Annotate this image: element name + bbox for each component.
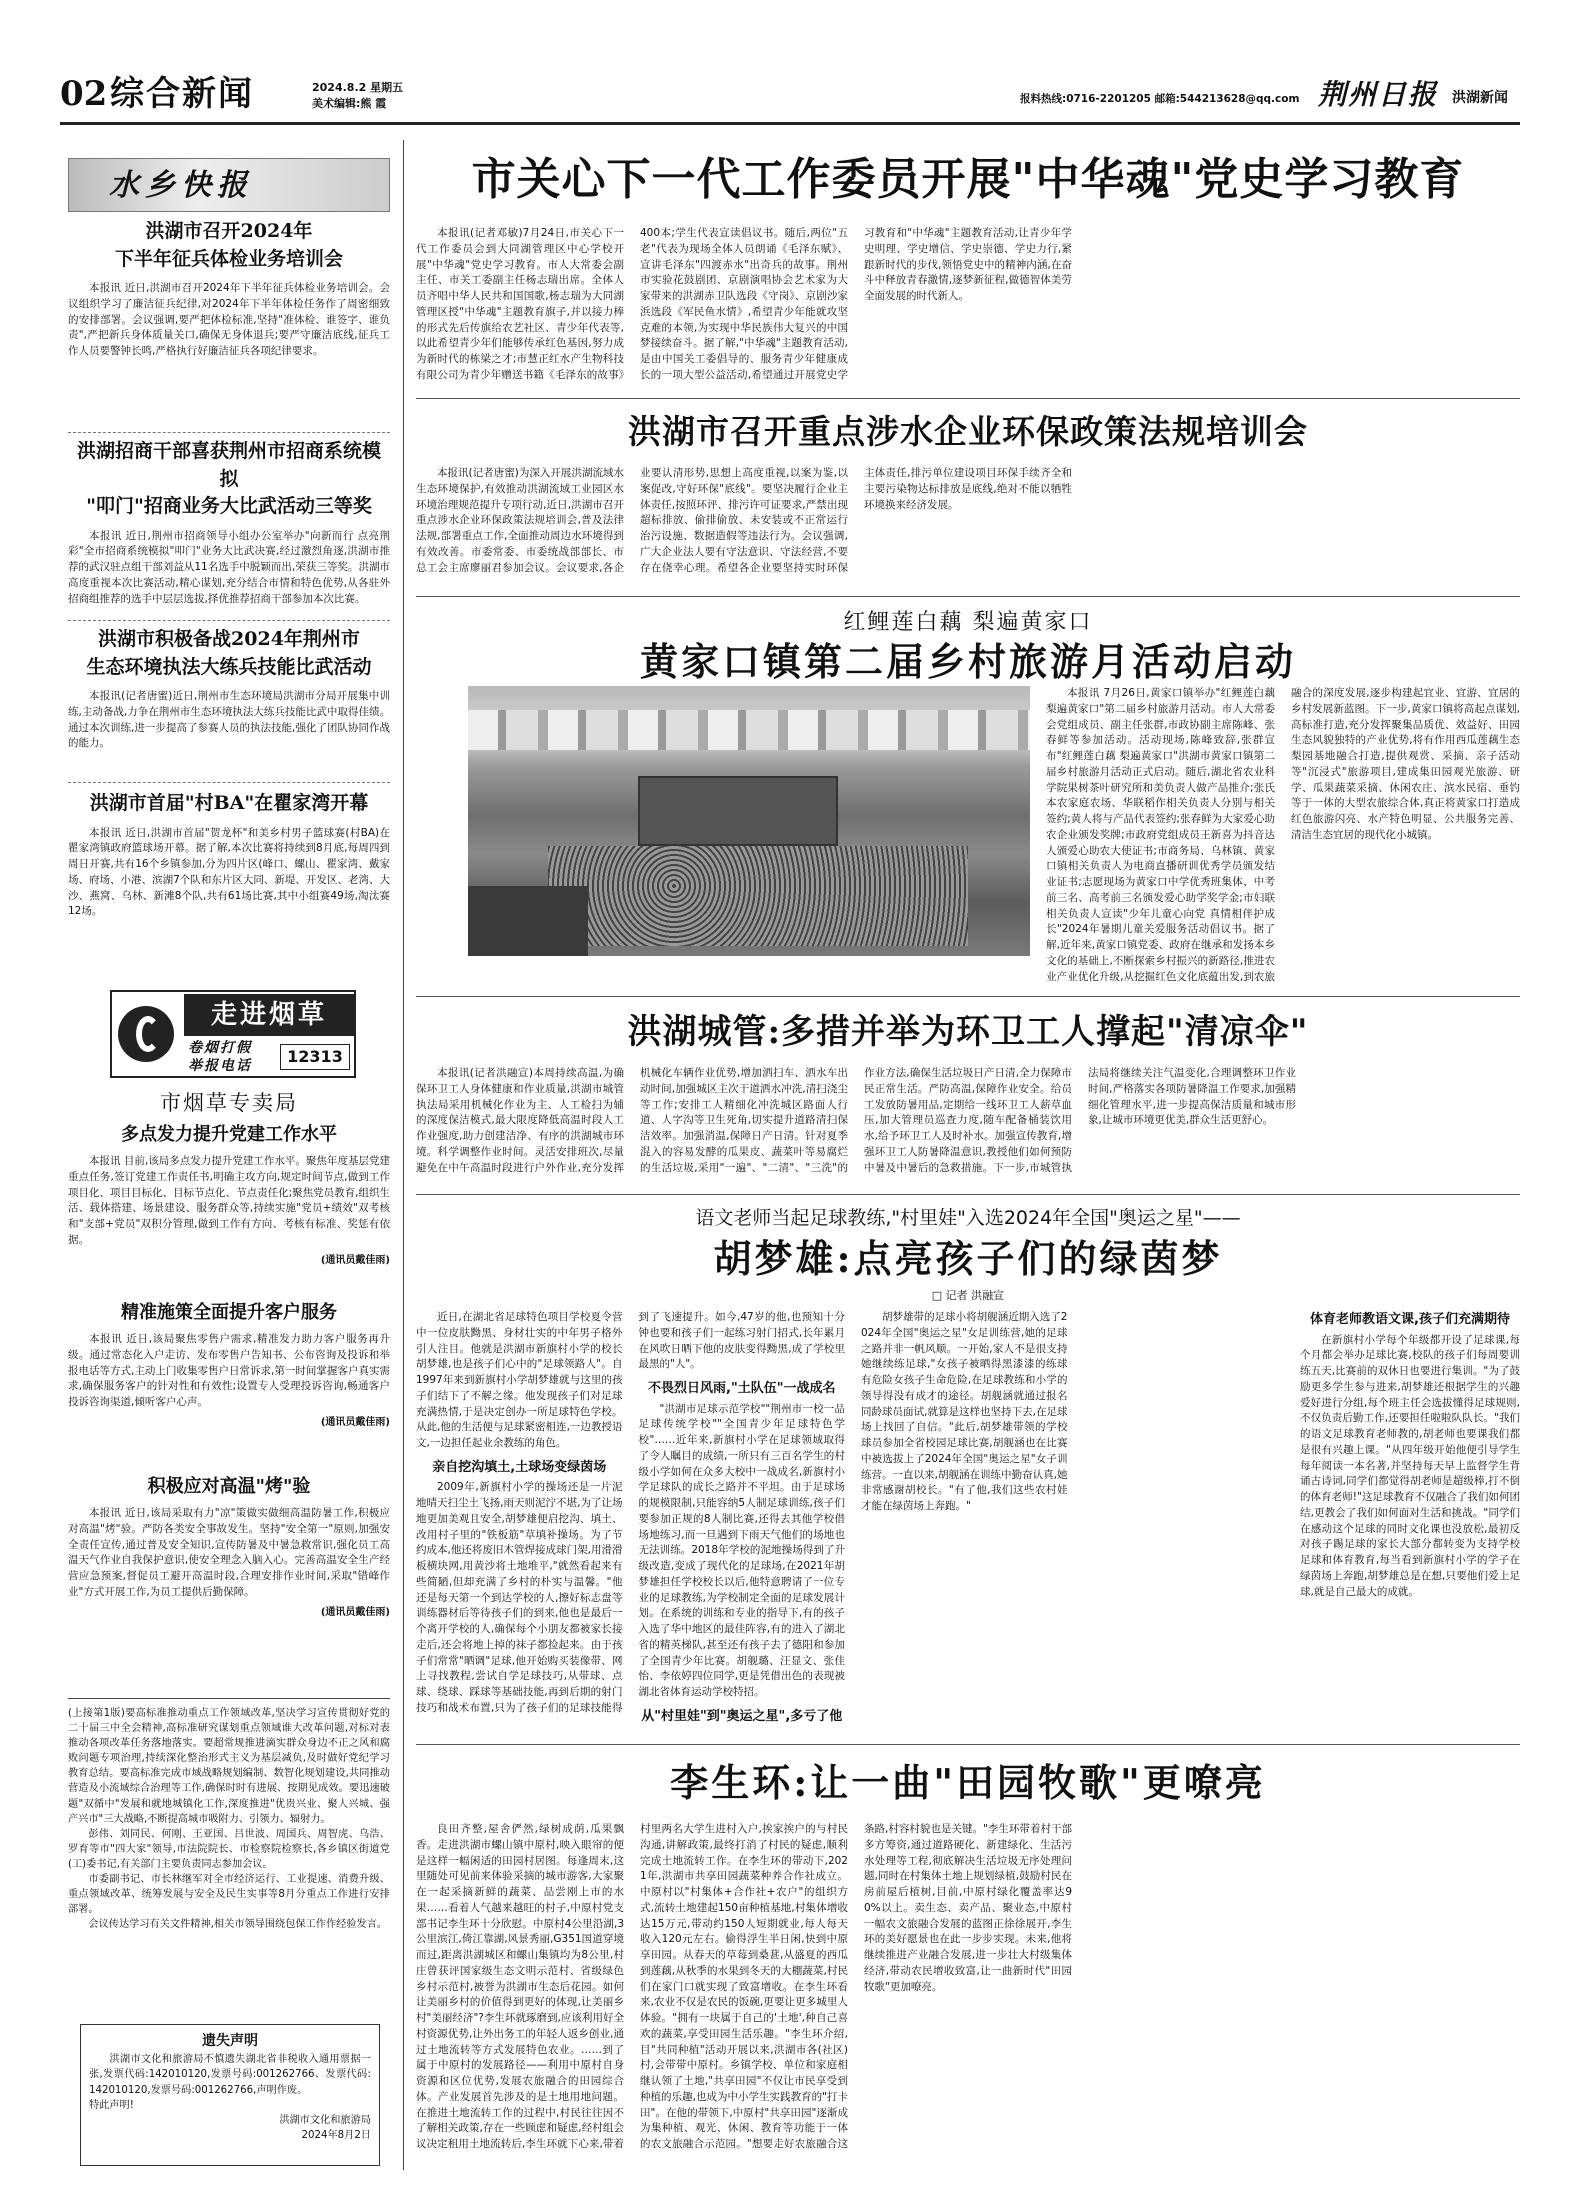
article6-text: 良田齐整,屋舍俨然,绿树成荫,瓜果飘香。走进洪湖市螺山镇中原村,映入眼帘的便是这样一幅闲适的田园村居图。每逢周末,这里随处可见前来体验采摘的城市游客,大家聚在一起采摘新鲜的蔬菜、品尝刚上市的水果……看着人气越来越旺的村子,中原村党支部书记李生环十分欣慰。中原村4公里沿湖,3公里滨江,倚江靠湖,风景秀丽,G351国道穿境而过,距离洪湖城区和螺山集镇均为8公里,村庄曾获评国家级生态文明示范村、省级绿色乡村示范村,被誉为洪湖市生态后花园。如何让美丽乡村的价值得到更好的体现,让美丽乡村"美丽经济"?李生环就琢磨到,应该利用好全村资源优势,让外出务工的年轻人返乡创业,通过土地流转等方式发展特色农业。……到了属于中原村的发展路径——利用中原村自身资源和区位优势,发展农旅融合的田园综合体。产业发展首先涉及的是土地用地问题。在推进土地流转工作的过程中,村民往往因不了解相关政策,存在一些顾虑和疑虑,经村组会议决定租用土地流转后,李生环就下心来,带着村里两名大学生进村入户,挨家挨户的与村民沟通,讲解政策,最终打消了村民的疑虑,顺利完成土地流转工作。在李生环的带动下,2021年,洪湖市共享田园蔬菜种养合作社成立。中原村以"村集体+合作社+农户"的组织方式,流转土地建起150亩种植基地,村集体增收达15万元,带动约150人短期就业,每人每天收入120元左右。偷得浮生半日闲,快到中原享田园。从春天的草莓到桑葚,从盛夏的西瓜到莲藕,从秋季的水果到冬天的大棚蔬菜,村民们在家门口就实现了致富增收。在李生环看来,农业不仅是农民的饭碗,更要让更多城里人体验。"拥有一块属于自己的'土地',种自己喜欢的蔬菜,享受田园生活乐趣。"李生环介绍,目"共同种植"活动开展以来,洪湖市各(社区)村,会带带中原村。乡镇学校、单位和家庭相继认领了土地,"共享田园"不仅让市民享受到种植的乐趣,也成为中小学生实践教育的"打卡田"。在他的带领下,中原村"共享田园"逐渐成为集种植、观光、休闲、教育等功能于一体的农文旅融合示范园。"想要走好农旅融合这条路,村容村貌也是关键。"李生环带着村干部多方筹资,通过道路硬化、新建绿化、生活污水处理等工程,彻底解决生活垃圾无序处理问题,同时在村集体土地上规划绿植,鼓励村民在房前屋后植树,目前,中原村绿化覆盖率达90%以上。卖生态、卖产品、聚业态,中原村一幅农文旅融合发展的蓝图正徐徐展开,李生环的美好愿景也在此一步步实现。未来,他将继续推进产业融合发展,进一步壮大村级集体经济,带动农民增收致富,让一曲新时代"田园牧歌"更加嘹亮。 [416, 1823, 1072, 2150]
tobacco-banner-line2: 举报电话 [188, 1058, 252, 1074]
page-number: 02 [60, 74, 108, 114]
tobacco-banner-line1: 卷烟打假 [188, 1040, 252, 1056]
article-divider [416, 596, 1520, 597]
continued-body-3: 市委副书记、市长林继军对全市经济运行、工业提速、消费升级、重点领域改革、统筹发展与安全及民生实事等8月分重点工作进行安排部署。 [68, 1874, 390, 1916]
article-divider [416, 1194, 1520, 1195]
continued-body-4: 会议传达学习有关文件精神,相关市领导围绕包保工作作经验发言。 [88, 1919, 388, 1931]
tobacco-logo-icon [118, 1006, 174, 1062]
article3-kicker: 红鲤莲白藕 梨遍黄家口 [843, 610, 1093, 635]
continued-article [68, 1706, 390, 2016]
sidebar-banner-title: 水乡快报 [109, 168, 253, 203]
article5-kicker: 语文老师当起足球教练,"村里娃"入选2024年全国"奥运之星"—— [695, 1207, 1241, 1229]
sidebar-brief-1 [68, 218, 390, 440]
article3-title: 黄家口镇第二届乡村旅游月活动启动 [639, 639, 1296, 684]
article5-text-b: 2009年,新旗村小学的操场还是一片泥地晴天扫尘土飞扬,雨天则泥泞不堪,为了让场地更加美观且安全,胡梦雄便启挖沟、填土、改用村子里的"铁板筋"草填补操场。为了节约成本,他还将废旧木管焊接成球门架,用滑滑板横块网,用黄沙将土地堆平,"就然看起来有些简陋,但却充满了乡村的朴实与温馨。"他还是每天第一个到达学校的人,擦好标志盘等训练器材后等待孩子们的到来,他也是最后一个离开学校的人,确保每个小朋友都被家长接走后,还会将地上掉的袜子都捡起来。由于孩子们常常"晒调"足球,他开始购买装像带、网上寻找教程,尝试自学足球技巧,从带球、点球、绕球、踩球等基础技能,再到后期的射门技巧和战术布置,只为了孩子们的足球技能得到了飞速提升。如今,47岁的他,也预知十分钟也要和孩子们一起练习射门招式,长年累月在风吹日晒下他的皮肤变得黝黑,成了学校里最黑的"人"。 [416, 1311, 845, 1714]
article5-text-d: 胡梦雄带的足球小将胡舰涵近期入选了2024年全国"奥运之星"女足训练营,她的足球之路并非一帆风顺。一开始,家人不是很支持她继续练足球,"女孩子被晒得黑漆漆的练球有危险女孩子生命危险,在足球教练和小学的领导得没有成才的途径。胡舰涵就通过报名同龄球员面试,就算是这样也坚持下去,在足球场上找回了自信。"此后,胡梦雄带领的学校球员参加全省校园足球比赛,胡舰涵也在比赛中被选拔上了2024年全国"奥运之星"女子训练营。一直以来,胡舰涵在训练中勤奋认真,她非常感谢胡校长。"有了他,我们这些农村娃才能在绿茵场上奔跑。" [861, 1311, 1068, 1512]
article1-body [416, 226, 1520, 392]
column-divider [403, 140, 404, 2170]
tobacco-banner-title: 走进烟草 [184, 994, 354, 1036]
edition-name: 洪湖新闻 [1452, 90, 1508, 106]
newspaper-logo: 荆州日报 [1318, 78, 1439, 111]
header-rule [60, 122, 1520, 125]
tobacco-item-title: 积极应对高温"烤"验 [147, 1476, 311, 1497]
article5-subhead-4: 体育老师教语文课,孩子们充满期待 [1310, 1312, 1510, 1327]
article5-subhead-1: 亲自挖沟填土,土球场变绿茵场 [432, 1459, 607, 1475]
sidebar-brief-3 [68, 626, 390, 776]
divider [68, 782, 390, 783]
article6-body [416, 1822, 1520, 2168]
article-divider [416, 398, 1520, 399]
article3-text: 本报讯 7月26日,黄家口镇举办"红鲤莲白藕 梨遍黄家口"第二届乡村旅游月活动。市人大常委会党组成员、副主任张群,市政协副主席陈峰、张春鲜等参加活动。活动现场,陈峰致辞,张群宣布"红鲤莲白藕 梨遍黄家口"洪湖市黄家口镇第二届乡村旅游月活动正式启动。随后,湖北省农业科学院果树茶叶研究所和美负责人做产品推介;张氏本农家庭农场、华联稻作相关负责人分别与相关签约;黄人将与产品代表签约;张春鲜为大家爱心助农企业颁发奖牌;市政府党组成员王新喜为抖音达人颁爱心助农大使证书;市商务局、乌林镇、黄家口镇相关负责人为电商直播研训优秀学员颁发结业证书;志愿现场为黄家口中学优秀班集体、中考前三名、高考前三名颁发爱心助学奖学金;市妇联相关负责人宣读"少年儿童心向党 真情相伴护成长"2024年暑期儿童关爱服务活动倡议书。据了解,近年来,黄家口镇党委、政府在继承和发扬本乡文化的基础上,不断探索乡村振兴的新路径,推进农业产业优化升级,从挖掘红色文化底蕴出发,到农旅融合的深度发展,逐步构建起宜业、宜游、宜居的乡村发展新蓝图。下一步,黄家口镇将高起点谋划,高标准打造,充分发挥聚集品质优、效益好、田园生态风貌独特的产业优势,将有作用西瓜莲藕生态梨园基地融合打造,提供观赏、采摘、亲子活动等"沉浸式"旅游项目,建成集田园观光旅游、研学、瓜果蔬菜采摘、休闲农庄、滨水民宿、垂钓等于一体的大型农旅综合体,真正将黄家口打造成红色旅游闪亮、水产特色明显、公共服务完善、清洁生态宜居的现代化小城镇。 [1046, 687, 1520, 983]
tobacco-item-credit: (通讯员戴佳雨) [320, 1416, 390, 1428]
article5-sidebox [1300, 1310, 1520, 1730]
article4-body [416, 1066, 1520, 1184]
article2-body [416, 466, 1520, 584]
tobacco-item-credit: (通讯员戴佳雨) [320, 1254, 390, 1266]
article2-title: 洪湖市召开重点涉水企业环保政策法规培训会 [628, 412, 1308, 451]
art-editor: 美术编辑:熊 霞 [312, 97, 387, 110]
tobacco-item-title: 精准施策全面提升客户服务 [121, 1302, 337, 1323]
article6-title: 李生环:让一曲"田园牧歌"更嘹亮 [670, 1760, 1266, 1805]
article1-title: 市关心下一代工作委员开展"中华魂"党史学习教育 [471, 154, 1465, 205]
brief-body: 本报讯 近日,荆州市招商领导小组办公室举办"向新而行 点亮荆彩"全市招商系统模拟"叩门"业务大比武决赛,经过激烈角逐,洪湖市推荐的武汉驻点组干部刘益从11名选手中脱颖而出,荣获三等奖。洪湖市高度重视本次比赛活动,精心谋划,充分结合市情和特色优势,从各驻外招商组推荐的选手中层层选拔,择优推荐招商干部参加本次比赛。 [68, 529, 390, 605]
tobacco-item-3 [68, 1474, 390, 1694]
article5-text-a: 近日,在湖北省足球特色项目学校夏令营中一位皮肤黝黑、身材壮实的中年男子格外引人注目。他就是洪湖市新旗村小学的校长胡梦雄,也是孩子们心中的"足球领路人"。自1997年来到新旗村小学胡梦雄就与这里的孩子们结下了不解之缘。他发现孩子们对足球充满热情,于是决定创办一所足球特色学校。从此,他的生活便与足球紧密相连,一边教授语文,一边担任起业余教练的角色。 [416, 1311, 623, 1449]
tobacco-item-body: 本报讯 近日,该局采取有力"凉"策做实做细高温防暑工作,积极应对高温"烤"验。严防各类安全事故发生。坚持"安全第一"原则,加强安全责任宣传,通过普及安全知识,宣传防暑及中暑急救常识,强化员工高温天气作业自我保护意识,使安全理念入脑入心。完善高温安全生产经营应急预案,督促员工避开高温时段,合理安排作业时间,采取"错峰作业"方式开展工作,为员工提供后勤保障。 [68, 1507, 390, 1598]
divider [68, 620, 390, 621]
sidebar-brief-4 [68, 790, 390, 958]
sidebar-rule [68, 1698, 390, 1699]
tobacco-item-title: 多点发力提升党建工作水平 [121, 1124, 337, 1145]
festival-crowd-photo [468, 686, 1030, 956]
brief-body: 本报讯 近日,洪湖市召开2024年下半年征兵体检业务培训会。会议组织学习了廉洁征兵纪律,对2024年下半年体检任务作了周密细致的安排部署。会议强调,要严把体检标准,坚持"准体检、谁签字、谁负责",严把新兵身体质量关口,确保无身体退兵;要严守廉洁底线,征兵工作人员要警钟长鸣,严格执行好廉洁征兵各项纪律要求。 [68, 282, 390, 358]
brief-title: 洪湖市积极备战2024年荆州市 生态环境执法大练兵技能比武活动 [86, 628, 372, 678]
article5-body [416, 1310, 1290, 1730]
tobacco-item-2 [68, 1300, 390, 1500]
notice-date: 2024年8月2日 [301, 2130, 371, 2142]
notice-signer: 洪湖市文化和旅游局 [279, 2115, 371, 2127]
brief-body: 本报讯 近日,洪湖市首届"贺龙杯"和美乡村男子篮球赛(村BA)在瞿家湾镇政府篮球场开幕。据了解,本次比赛将持续到8月底,每周四到周日开赛,共有16个乡镇参加,分为四片区(峰口、螺山、瞿家湾、戴家场、府场、小港、滨湖7个队和东片区大同、新堤、开发区、老湾、大沙、燕窝、乌林、新滩8个队,共有61场比赛,其中小组赛49场,淘汰赛12场。 [68, 826, 390, 918]
continued-body-2: 彭伟、刘同民、何刚、王亚国、吕世波、周国兵、周智虎、乌浩、罗育等市"四大家"领导,市法院院长、市检察院检察长,各乡镇区街道党(工)委书记,有关部门主要负责同志参加会议。 [68, 1828, 390, 1870]
article2-text: 本报讯(记者唐蜜)为深入开展洪湖流域水生态环境保护,有效推动洪湖流域工业园区水环境治理规范提升专项行动,近日,洪湖市召开重点涉水企业环保政策法规培训会,普及法律法规,部署重点工作,全面推动周边水环境得到有效改善。市委常委、市委统战部部长、市总工会主席廖丽君参加会议。会议要求,各企业要认清形势,思想上高度重视,以案为鉴,以案促改,守好环保"底线"。要坚决履行企业主体责任,按照环评、排污许可证要求,严禁出现超标排放、偷排偷放、未安装或不正常运行治污设施、数据造假等违法行为。会议强调,广大企业法人要有守法意识、守法经营,不要存在侥幸心理。希望各企业要坚持实时环保主体责任,排污单位建设项目环保手续齐全和主要污染物达标排放是底线,绝对不能以牺牲环境换来经济发展。 [416, 467, 1072, 574]
page-header [60, 72, 1520, 120]
notice-body: 洪湖市文化和旅游局不慎遗失湖北省非税收入通用票据一张,发票代码:142010120,发票号码:001262766、发票代码:142010120,发票号码:001262766,声明作废。 特此声明! [89, 2054, 371, 2111]
tobacco-item-body: 本报讯 近日,该局聚焦零售户需求,精准发力助力客户服务再升级。通过常态化入户走访、发布零售户告知书、公布咨询及投诉和举报电话等方式,主动上门收集零售户日常诉求,第一时间掌握客户真实需求,确保服务客户的针对性和有效性;设置专人受理投诉咨询,畅通客户投诉咨询渠道,倾听客户心声。 [68, 1333, 390, 1409]
notice-title: 遗失声明 [202, 2033, 258, 2049]
section-title: 综合新闻 [110, 74, 254, 114]
issue-date: 2024.8.2 星期五 [312, 81, 404, 94]
continued-body: (上接第1版)要高标准推动重点工作领域改革,坚决学习宣传贯彻好党的二十届三中全会精神,高标准研究谋划重点领域谁大改革问题,对标对表推动各项改革任务落地落实。要超常规推进滴实群众身边不正之风和腐败问题专项治理,持续深化整治形式主义为基层减负,及时做好党纪学习教育总结。要高标准完成市域战略规划编制、数智化规划建设,共同推动营造及小流域综合治理等工作,确保时时有进展、按期见成效。要迅速破题"双循中"发展和就地城镇化工作,深度推进"优贵兴业、聚人兴城、强产兴市"三大战略,不断提高城市吸附力、引领力、辐射力。 [68, 1708, 390, 1825]
article-divider [416, 996, 1520, 997]
article5-text-e: 在新旗村小学每个年级都开设了足球课,每个月都会举办足球比赛,校队的孩子们每周要训练五天,比赛前的双休日也要进行集训。"为了鼓励更多学生参与进来,胡梦雄还根据学生的兴趣爱好进行分组,每个班主任会选拔懂得足球规则,不仅负责后勤工作,还要担任啦啦队队长。"我们的语文足球教育老师教的,胡老师也要课我们都是很有兴趣上课。"从四年级开始他便引导学生每年阅读一本名著,并坚持每天早上监督学生背诵古诗词,同学们都觉得胡老师是超级棒,打不倒的体育老师!"这足球教育不仅融合了我们如何团结,更教会了我们如何面对生活和挑战。"同学们在感动这个足球的同时文化课也没放松,最初反对孩子踢足球的家长大部分都转变为支持学校足球和体育教育,每当看到新旗村小学的学子在绿茵场上奔跑,胡梦雄总是在想,只要他们爱上足球,就是自己最大的成就。 [1300, 1333, 1520, 1598]
brief-title: 洪湖市首届"村BA"在瞿家湾开幕 [89, 792, 369, 814]
article4-text: 本报讯(记者洪融宣)本周持续高温,为确保环卫工人身体健康和作业质量,洪湖市城管执法局采用机械化作业为主、人工检扫为辅的深度保洁模式,最大限度降低高温时段人工作业强度,助力创建洁净、有序的洪湖城市环境。科学调整作业时间。灵活安排班次,尽量避免在中午高温时段进行户外作业,充分发挥机械化车辆作业优势,增加洒扫车、洒水车出动时间,加强城区主次干道洒水冲洗,清扫浇尘等工作;安排工人精细化冲洗城区路面人行道、人字沟等卫生死角,切实提升道路清扫保洁效率。加强消温,保障日产日清。针对夏季混入的容易发酵的瓜果皮、蔬菜叶等易腐烂的生活垃圾,采用"一遍"、"二清"、"三洗"的作业方法,确保生活垃圾日产日清,全力保障市民正常生活。严防高温,保障作业安全。给员工发放防暑用品,定期给一线环卫工人薪草血压,加大管理员巡查力度,随车配备桶装饮用水,给予环卫工人及时补水。加强宣传教育,增强环卫工人防暑降温意识,教授他们如何预防中暑及中暑后的急救措施。下一步,市城管执法局将继续关注气温变化,合理调整环卫作业时间,严格落实各项防暑降温工作要求,加强精细化管理水平,进一步提高保洁质量和城市形象,让城市环境更优美,群众生活更舒心。 [416, 1067, 1296, 1174]
tobacco-org: 市烟草专卖局 [160, 1091, 298, 1115]
article5-title: 胡梦雄:点亮孩子们的绿茵梦 [713, 1236, 1223, 1281]
article5-subhead-3: 从"村里娃"到"奥运之星",多亏了他 [641, 1708, 843, 1724]
sidebar-banner [68, 158, 390, 212]
hotline: 报料热线:0716-2201205 邮箱:544213628@qq.com [1020, 93, 1300, 105]
article4-title: 洪湖城管:多措并举为环卫工人撑起"清凉伞" [627, 1012, 1309, 1052]
divider [68, 432, 390, 433]
lost-notice [80, 2024, 380, 2166]
article5-subhead-2: 不畏烈日风雨,"土队伍"一战成名 [648, 1381, 836, 1396]
tobacco-item-body: 本报讯 目前,该局多点发力提升党建工作水平。聚焦年度基层党建重点任务,签订党建工作责任书,明确主攻方向,规定时间节点,做到工作项目化、项目目标化、目标节点化、节点责任化;聚焦党员教育,组织生活、载体搭建、场景建设、服务群众等,持续实施"党员+绩效"双考核和"支部+党员"双积分管理,做到工作有方向、考核有标准、奖惩有依据。 [68, 1155, 390, 1246]
tobacco-banner [110, 990, 356, 1078]
tobacco-item-credit: (通讯员戴佳雨) [320, 1606, 390, 1618]
brief-title: 洪湖招商干部喜获荆州市招商系统模拟 "叩门"招商业务大比武活动三等奖 [76, 440, 381, 518]
article5-byline: □ 记者 洪融宣 [931, 1289, 1005, 1302]
brief-title: 洪湖市召开2024年 下半年征兵体检业务培训会 [114, 220, 343, 270]
tobacco-hotline: 12313 [280, 1044, 350, 1070]
article3-body [1046, 686, 1520, 992]
article1-text: 本报讯(记者邓敏)7月24日,市关心下一代工作委员会到大同湖管理区中心学校开展"中华魂"党史学习教育。市人大常委会副主任、市关工委副主任杨志瑞出席。全体人员齐唱中华人民共和国国歌,杨志瑞为大同湖管理区授"中华魂"主题教育旗子,并以接力棒的形式先后传旗给农艺社区、青少年代表等,以此希望青少年们能够传承红色基因,努力成为新时代的栋梁之才;市慧正红水产生物科技有限公司为青少年赠送书籍《毛泽东的故事》400本;学生代表宣读倡议书。随后,两位"五老"代表为现场全体人员朗诵《毛泽东赋》、宣讲毛泽东"四渡赤水"出奇兵的故事。荆州市实验花鼓剧团、京剧演唱协会艺术家为大家带来的洪湖赤卫队选段《守岗》、京剧沙家浜选段《军民鱼水情》,希望青少年能就攻坚克难的本领,为实现中华民族伟大复兴的中国梦接续奋斗。据了解,"中华魂"主题教育活动,是由中国关工委倡导的、服务青少年健康成长的一项大型公益活动,希望通过开展党史学习教育和"中华魂"主题教育活动,让青少年学史明理、学史增信、学史崇德、学史力行,紧跟新时代的步伐,领悟党史中的精神内涵,在奋斗中释放青春激情,逐梦新征程,做德智体美劳全面发展的时代新人。 [416, 227, 1072, 381]
article5-text-c: "洪湖市足球示范学校""荆州市一校一品足球传统学校""全国青少年足球特色学校"……近年来,新旗村小学在足球领域取得了令人瞩目的成绩,一所只有三百名学生的村级小学如何在众多大校中一战成名,新旗村小学足球队的成长之路并不平坦。由于足球场的规模限制,只能容纳5人制足球训练,孩子们要参加正规的8人制比赛,还得去其他学校借场地练习,而一旦遇到下雨天气他们的场地也无法训练。2018年学校的泥地操场得到了升级改造,变成了现代化的足球场,在2021年胡梦雄担任学校校长以后,他特意聘请了一位专业的足球教练,为学校制定全面的足球发展计划。在系统的训练和专业的指导下,有的孩子入选了华中地区的最佳阵容,有的进入了湖北省的精英梯队,甚至还有孩子去了德阳和参加了全国青少年比赛。胡舰璐、汪显文、张佳怡、李依婷四位同学,更是凭借出色的表现被湖北省体育运动学校特招。 [638, 1402, 845, 1698]
article-divider [416, 1744, 1520, 1745]
brief-body: 本报讯(记者唐蜜)近日,荆州市生态环境局洪湖市分局开展集中训练,主动备战,力争在荆州市生态环境执法大练兵技能比武中取得佳绩。通过本次训练,进一步提高了参赛人员的执法技能,强化了团队协同作战的能力。 [68, 690, 390, 750]
